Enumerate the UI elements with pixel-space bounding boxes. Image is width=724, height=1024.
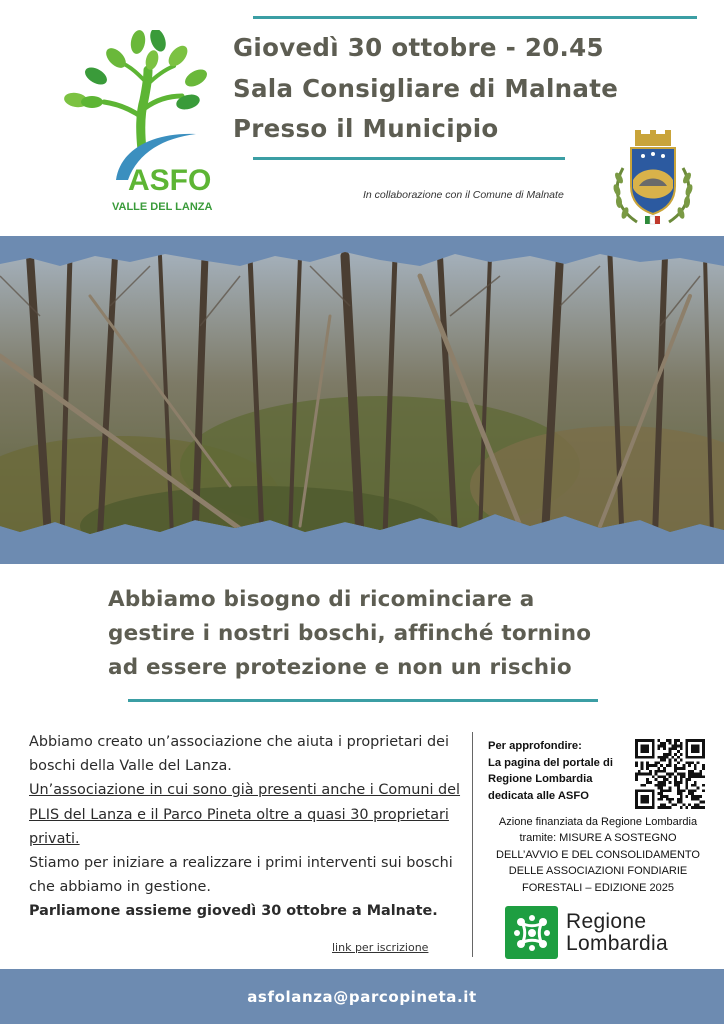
qr-code-icon[interactable] bbox=[635, 739, 705, 809]
rosa-camuna-icon bbox=[505, 906, 558, 959]
funding-note bbox=[478, 814, 718, 896]
event-subplace: Presso il Municipio bbox=[233, 114, 499, 143]
contact-email[interactable]: asfolanza@parcopineta.it bbox=[247, 987, 477, 1006]
region-line-1: Regione bbox=[566, 909, 647, 933]
malnate-crest-icon bbox=[607, 128, 699, 228]
more-info-note bbox=[488, 738, 613, 804]
funding-line: DELLE ASSOCIAZIONI FONDIARIE bbox=[508, 865, 688, 878]
funding-line: tramite: MISURE A SOSTEGNO bbox=[519, 832, 677, 845]
more-info-line: Per approfondire: bbox=[488, 740, 582, 752]
headline-rule bbox=[128, 699, 598, 702]
headline-line-3: ad essere protezione e non un rischio bbox=[108, 655, 572, 680]
column-divider bbox=[472, 732, 473, 957]
headline-line-2: gestire i nostri boschi, affinché tornino bbox=[108, 621, 592, 646]
event-date: Giovedì 30 ottobre - 20.45 bbox=[233, 33, 604, 62]
footer-band bbox=[0, 969, 724, 1024]
event-place: Sala Consigliare di Malnate bbox=[233, 74, 619, 103]
body-members: Un’associazione in cui sono già presenti anche i Comuni del PLIS del Lanza e il Parco Pineta oltre a quasi 30 proprietari privati. bbox=[29, 782, 461, 847]
collaboration-note: In collaborazione con il Comune di Malnate bbox=[363, 189, 564, 201]
more-info-line: dedicata alle ASFO bbox=[488, 789, 589, 802]
region-line-2: Lombardia bbox=[566, 931, 668, 955]
body-plans: Stiamo per iniziare a realizzare i primi interventi sui boschi che abbiamo in gestione. bbox=[29, 855, 453, 896]
funding-line: FORESTALI – EDIZIONE 2025 bbox=[521, 881, 674, 894]
body-invitation: Parliamone assieme giovedì 30 ottobre a Malnate. bbox=[29, 903, 438, 920]
header-top-rule bbox=[253, 16, 697, 19]
body-text bbox=[29, 730, 469, 924]
region-name bbox=[566, 911, 668, 955]
more-info-line: La pagina del portale di bbox=[488, 756, 613, 769]
funding-line: Azione finanziata da Regione Lombardia bbox=[498, 816, 698, 828]
svg-text:VALLE DEL LANZA: VALLE DEL LANZA bbox=[112, 201, 213, 213]
asfo-logo bbox=[56, 30, 236, 220]
tree-logo-icon bbox=[56, 30, 236, 220]
funding-line: DELL’AVVIO E DEL CONSOLIDAMENTO bbox=[496, 848, 700, 861]
headline bbox=[108, 583, 688, 685]
header-bottom-rule bbox=[253, 157, 565, 160]
more-info-line: Regione Lombardia bbox=[488, 773, 593, 785]
headline-line-1: Abbiamo bisogno di ricominciare a bbox=[108, 587, 535, 612]
svg-text:ASFO: ASFO bbox=[128, 164, 212, 197]
regione-lombardia-logo bbox=[505, 906, 668, 959]
forest-photo-banner bbox=[0, 236, 724, 564]
signup-link[interactable]: link per iscrizione bbox=[332, 941, 429, 954]
body-intro: Abbiamo creato un’associazione che aiuta i proprietari dei boschi della Valle del Lanza. bbox=[29, 734, 449, 775]
